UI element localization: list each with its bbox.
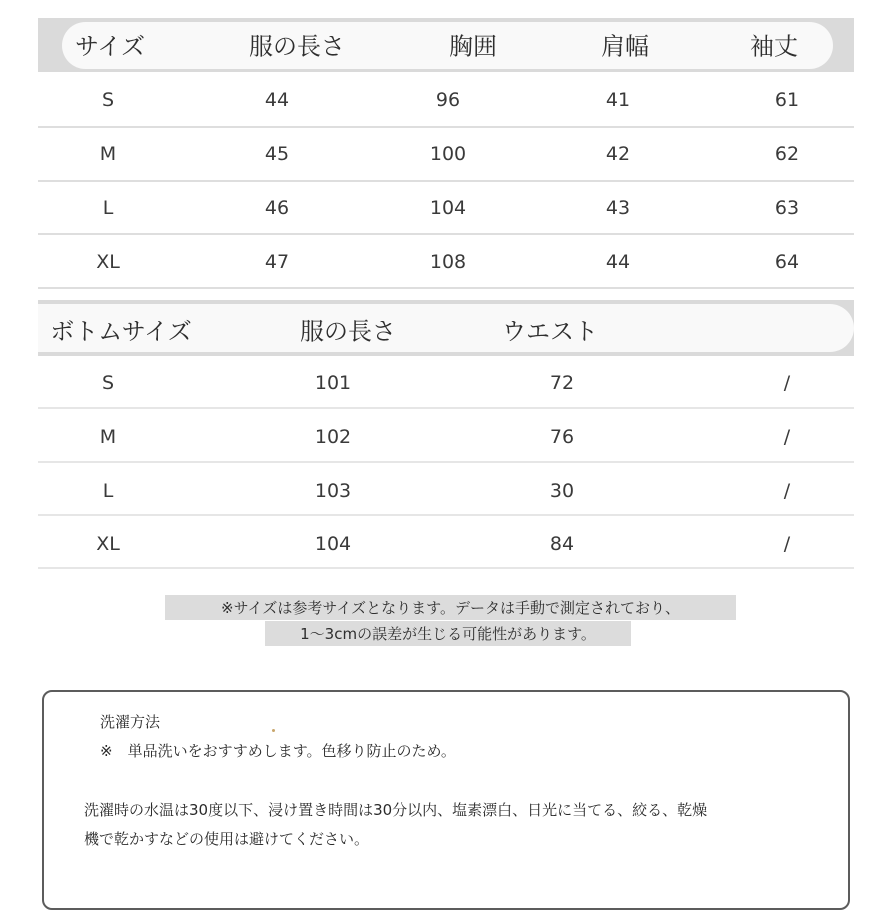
- table-cell: 45: [264, 143, 290, 165]
- table-cell: 63: [774, 197, 800, 219]
- header-length: 服の長さ: [249, 32, 345, 61]
- table-cell: 47: [264, 251, 290, 273]
- table-cell: 46: [264, 197, 290, 219]
- table-cell: S: [101, 89, 115, 111]
- table-cell: /: [783, 533, 791, 555]
- table-cell: 108: [429, 251, 467, 273]
- table-cell: /: [783, 426, 791, 448]
- table-cell: 102: [314, 426, 352, 448]
- size-note-line-2: 1〜3cmの誤差が生じる可能性があります。: [265, 621, 631, 646]
- row-divider: [38, 407, 854, 409]
- table-cell: 41: [605, 89, 631, 111]
- care-title: 洗濯方法: [100, 713, 161, 731]
- table-cell: 61: [774, 89, 800, 111]
- care-line-3: 機で乾かすなどの使用は避けてください。: [84, 830, 370, 848]
- header-chest: 胸囲: [449, 32, 497, 61]
- table-cell: 43: [605, 197, 631, 219]
- table-cell: 62: [774, 143, 800, 165]
- table-cell: 103: [314, 480, 352, 502]
- header-bottom-size: ボトムサイズ: [50, 317, 192, 346]
- table-cell: XL: [96, 533, 120, 555]
- table-cell: L: [102, 480, 114, 502]
- row-divider: [38, 287, 854, 289]
- table-cell: L: [102, 197, 114, 219]
- table-cell: 76: [549, 426, 575, 448]
- table-cell: /: [783, 372, 791, 394]
- table-cell: 72: [549, 372, 575, 394]
- table-cell: 44: [605, 251, 631, 273]
- row-divider: [38, 567, 854, 569]
- header-bottom-length: 服の長さ: [300, 317, 396, 346]
- table-cell: S: [101, 372, 115, 394]
- header-waist: ウエスト: [502, 317, 598, 346]
- row-divider: [38, 461, 854, 463]
- table-cell: XL: [96, 251, 120, 273]
- table-cell: 104: [429, 197, 467, 219]
- speck-decoration: [272, 729, 275, 732]
- table-cell: 42: [605, 143, 631, 165]
- table-cell: 64: [774, 251, 800, 273]
- header-size: サイズ: [74, 32, 146, 61]
- table-cell: M: [99, 143, 117, 165]
- header-sleeve: 袖丈: [750, 32, 798, 61]
- table-cell: 104: [314, 533, 352, 555]
- table-cell: 100: [429, 143, 467, 165]
- top-table-header-pill: [62, 22, 833, 69]
- table-cell: 84: [549, 533, 575, 555]
- table-cell: 44: [264, 89, 290, 111]
- table-cell: 30: [549, 480, 575, 502]
- care-line-2: 洗濯時の水温は30度以下、浸け置き時間は30分以内、塩素漂白、日光に当てる、絞る、乾燥: [84, 801, 708, 819]
- table-cell: 101: [314, 372, 352, 394]
- care-line-1: ※ 単品洗いをおすすめします。色移り防止のため。: [100, 742, 456, 760]
- row-divider: [38, 180, 854, 182]
- row-divider: [38, 514, 854, 516]
- table-cell: /: [783, 480, 791, 502]
- table-cell: 96: [435, 89, 461, 111]
- size-note-line-1: ※サイズは参考サイズとなります。データは手動で測定されており、: [165, 595, 736, 620]
- header-shoulder: 肩幅: [601, 32, 649, 61]
- table-cell: M: [99, 426, 117, 448]
- row-divider: [38, 233, 854, 235]
- row-divider: [38, 126, 854, 128]
